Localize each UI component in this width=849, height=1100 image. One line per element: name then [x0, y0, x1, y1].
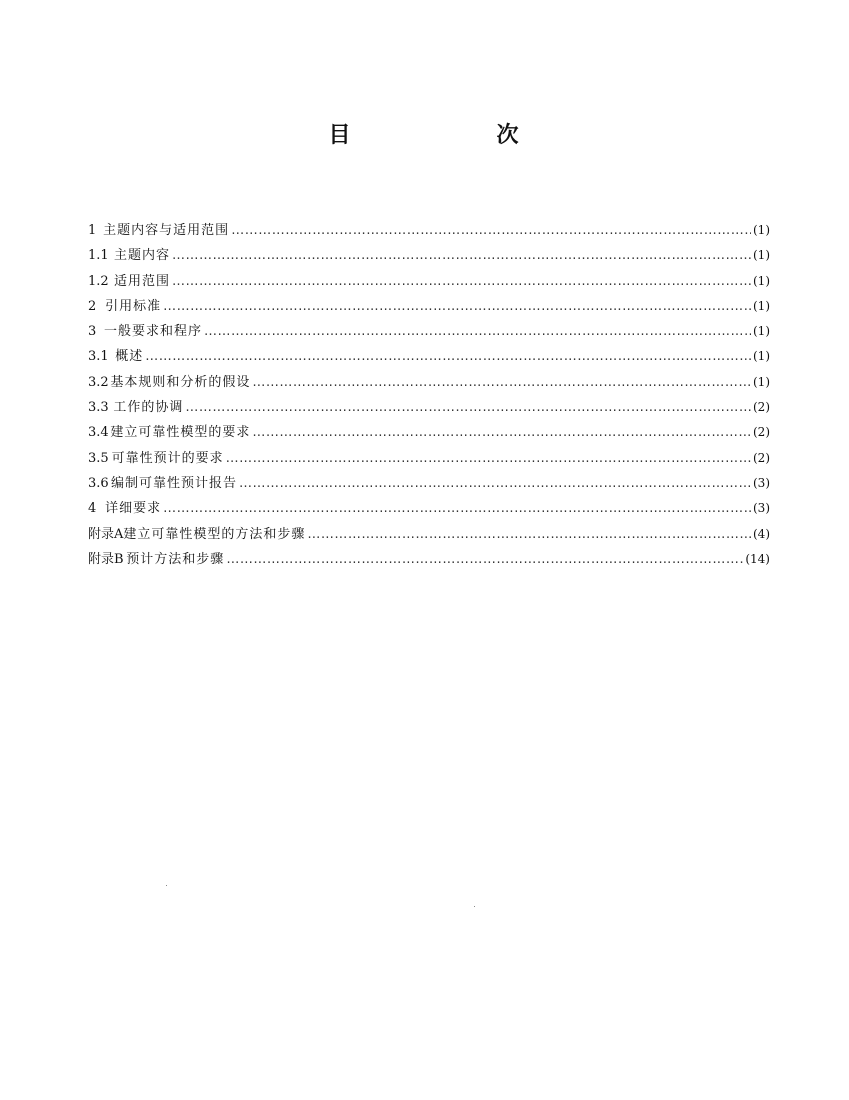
- toc-entry[interactable]: [88, 446, 770, 471]
- toc-entry-page: (2): [753, 400, 770, 415]
- toc-entry-number: 4: [88, 501, 97, 517]
- page-title: 目 次: [328, 122, 581, 148]
- toc-entry-number: 附录A: [88, 526, 124, 542]
- toc-entry-page: (1): [753, 374, 770, 389]
- toc-entry[interactable]: [88, 471, 770, 496]
- toc-entry-number: 3.5: [88, 450, 109, 466]
- toc-entry-title: 建立可靠性模型的要求: [110, 425, 251, 441]
- toc-entry-page: (4): [753, 526, 770, 541]
- table-of-contents: [88, 218, 770, 572]
- toc-entry-number: 3.3: [88, 400, 109, 416]
- toc-entry-title: 工作的协调: [113, 400, 184, 416]
- dot-leader: [307, 522, 751, 547]
- toc-entry-title: 主题内容: [114, 248, 171, 264]
- toc-entry-page: (1): [753, 248, 770, 263]
- toc-entry-page: (3): [753, 501, 770, 516]
- toc-entry-title: 编制可靠性预计报告: [110, 475, 237, 491]
- toc-entry-number: 3.1: [88, 349, 109, 365]
- toc-entry[interactable]: [88, 547, 770, 572]
- toc-entry-page: (2): [753, 425, 770, 440]
- dot-leader: [226, 446, 751, 471]
- toc-entry[interactable]: [88, 319, 770, 344]
- dot-leader: [252, 370, 751, 395]
- dot-leader: [226, 547, 743, 572]
- toc-entry-title: 一般要求和程序: [103, 324, 202, 340]
- toc-entry-title: 预计方法和步骤: [126, 551, 225, 567]
- toc-entry-title: 概述: [115, 349, 144, 365]
- dot-leader: [163, 496, 751, 521]
- toc-entry-number: 3: [88, 324, 97, 340]
- dot-leader: [252, 420, 751, 445]
- toc-entry-number: 附录B: [88, 551, 124, 567]
- dot-leader: [172, 269, 751, 294]
- scan-speck: [474, 906, 475, 907]
- toc-entry[interactable]: [88, 243, 770, 268]
- dot-leader: [172, 243, 751, 268]
- dot-leader: [145, 344, 751, 369]
- dot-leader: [185, 395, 751, 420]
- toc-entry-page: (1): [753, 298, 770, 313]
- toc-entry-page: (1): [753, 324, 770, 339]
- dot-leader: [239, 471, 751, 496]
- dot-leader: [231, 218, 751, 243]
- toc-entry-page: (14): [745, 551, 770, 566]
- toc-entry-number: 2: [88, 298, 97, 314]
- toc-entry-page: (1): [753, 273, 770, 288]
- toc-entry-number: 1: [88, 223, 97, 238]
- toc-entry-title: 引用标准: [105, 298, 162, 314]
- toc-entry-page: (2): [753, 450, 770, 465]
- dot-leader: [204, 319, 751, 344]
- toc-entry[interactable]: [88, 370, 770, 395]
- toc-entry-number: 1.2: [88, 273, 109, 289]
- toc-entry[interactable]: [88, 269, 770, 294]
- toc-entry-title: 可靠性预计的要求: [111, 450, 224, 466]
- toc-entry-title: 建立可靠性模型的方法和步骤: [123, 526, 306, 542]
- scan-speck: [166, 885, 167, 886]
- toc-entry-title: 基本规则和分析的假设: [110, 374, 251, 390]
- toc-entry[interactable]: [88, 522, 770, 547]
- toc-entry[interactable]: [88, 218, 770, 243]
- toc-entry-number: 3.2: [88, 374, 109, 390]
- toc-entry[interactable]: [88, 344, 770, 369]
- toc-entry-page: (1): [753, 349, 770, 364]
- dot-leader: [163, 294, 751, 319]
- toc-entry[interactable]: [88, 395, 770, 420]
- toc-entry-title: 详细要求: [105, 501, 162, 517]
- toc-entry-number: 3.4: [88, 425, 109, 441]
- toc-entry[interactable]: [88, 496, 770, 521]
- toc-entry-page: (1): [753, 223, 770, 237]
- toc-entry-number: 3.6: [88, 475, 109, 491]
- toc-entry-title: 适用范围: [114, 273, 171, 289]
- toc-entry[interactable]: [88, 420, 770, 445]
- toc-entry-title: 主题内容与适用范围: [103, 223, 230, 238]
- toc-entry[interactable]: [88, 294, 770, 319]
- toc-entry-number: 1.1: [88, 248, 109, 264]
- toc-entry-page: (3): [753, 475, 770, 490]
